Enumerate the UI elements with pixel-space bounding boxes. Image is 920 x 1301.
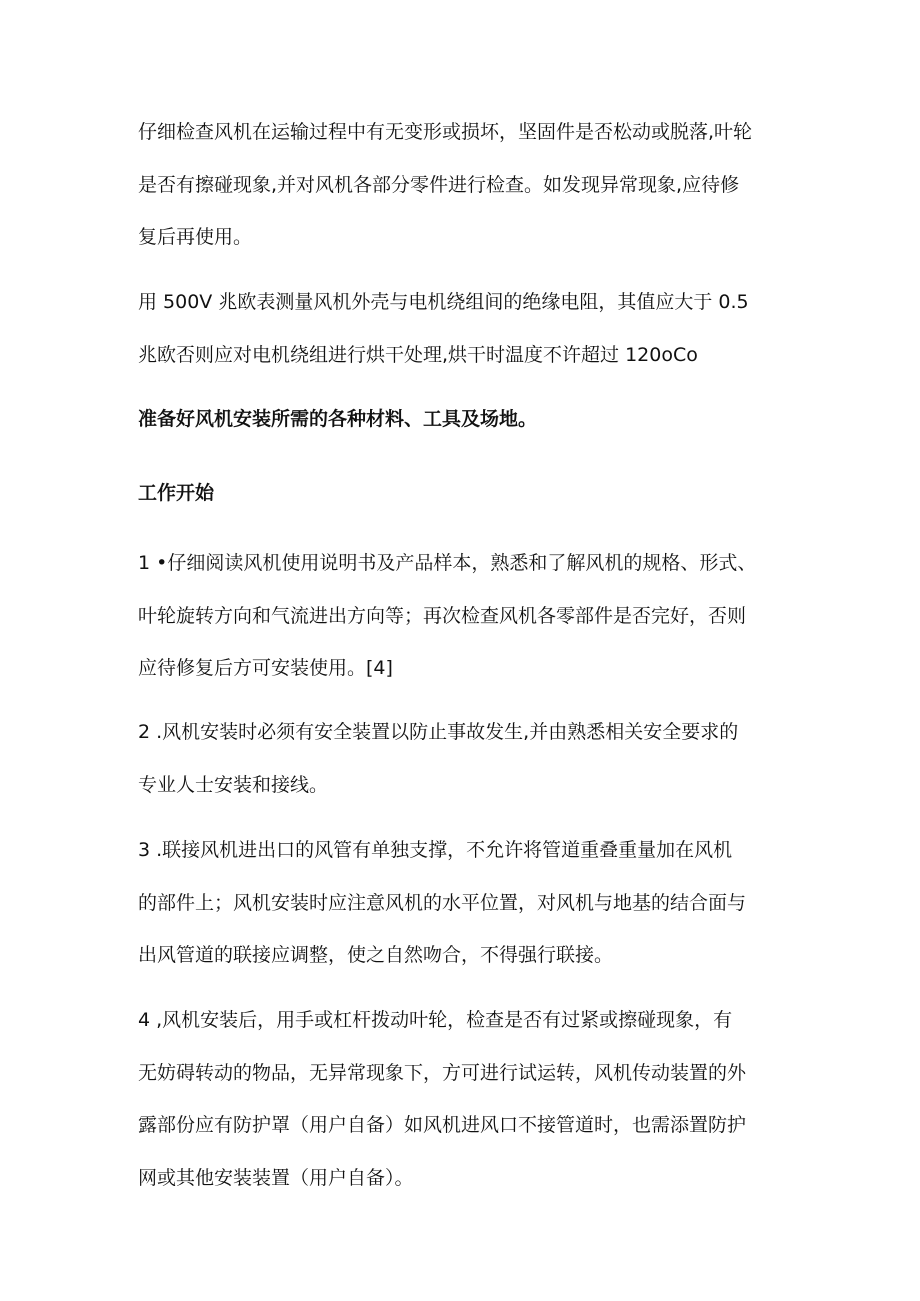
list-item-4 <box>138 994 798 1204</box>
section-heading <box>138 467 798 520</box>
text-line: 露部份应有防护罩（用户自备）如风机进风口不接管道时，也需添置防护 <box>138 1114 747 1136</box>
text-line: 2 .风机安装时必须有安全装置以防止事故发生,并由熟悉相关安全要求的 <box>138 721 739 743</box>
heading-text: 工作开始 <box>138 482 215 504</box>
text-line: 无妨碍转动的物品，无异常现象下，方可进行试运转，风机传动装置的外 <box>138 1061 747 1084</box>
text-line: 复后再使用。 <box>138 226 253 248</box>
text-line: 1 •仔细阅读风机使用说明书及产品样本，熟悉和了解风机的规格、形式、 <box>138 552 757 574</box>
list-item-3 <box>138 824 798 982</box>
paragraph-preparation <box>138 393 798 446</box>
list-item-2 <box>138 706 798 811</box>
text-line: 出风管道的联接应调整，使之自然吻合，不得强行联接。 <box>138 944 614 966</box>
paragraph-insulation <box>138 276 798 381</box>
text-line: 仔细检查风机在运输过程中有无变形或损坏，坚固件是否松动或脱落,叶轮 <box>138 121 753 143</box>
text-line: 应待修复后方可安装使用。[4] <box>138 657 393 679</box>
text-line: 的部件上；风机安装时应注意风机的水平位置，对风机与地基的结合面与 <box>138 891 747 914</box>
text-line: 网或其他安装装置（用户自备）。 <box>138 1166 414 1189</box>
text-line: 用 500V 兆欧表测量风机外壳与电机绕组间的绝缘电阻，其值应大于 0.5 <box>138 291 749 313</box>
text-line: 兆欧否则应对电机绕组进行烘干处理,烘干时温度不许超过 120oCo <box>138 343 698 366</box>
text-line: 准备好风机安装所需的各种材料、工具及场地。 <box>138 408 538 430</box>
text-line: 是否有擦碰现象,并对风机各部分零件进行检查。如发现异常现象,应待修 <box>138 173 740 196</box>
text-line: 专业人士安装和接线。 <box>138 773 329 796</box>
text-line: 4 ,风机安装后，用手或杠杆拨动叶轮，检查是否有过紧或擦碰现象，有 <box>138 1009 733 1031</box>
text-line: 3 .联接风机进出口的风管有单独支撑，不允许将管道重叠重量加在风机 <box>138 839 733 861</box>
text-line: 叶轮旋转方向和气流进出方向等；再次检查风机各零部件是否完好，否则 <box>138 604 747 627</box>
list-item-1 <box>138 537 798 695</box>
paragraph-inspection <box>138 106 798 264</box>
